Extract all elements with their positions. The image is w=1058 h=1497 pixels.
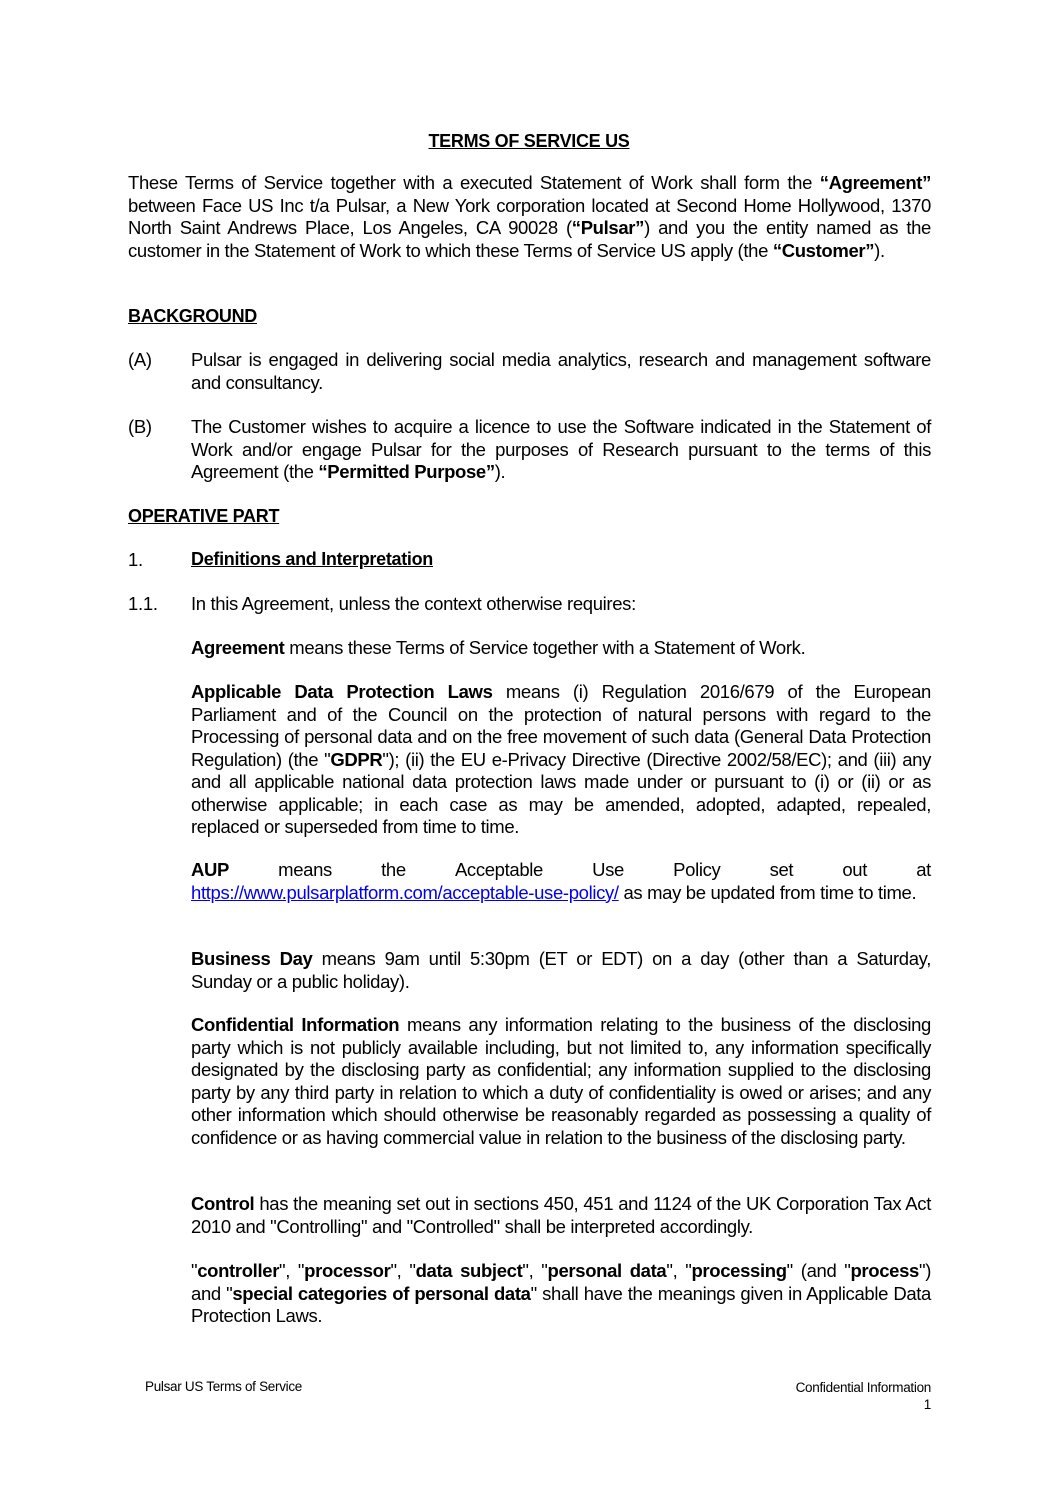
section-number: 1.	[128, 549, 143, 570]
definition-text: means any information relating to the business of the disclosing party which is not publicly available including, but not limited to, any information specifically designated by the disclosing party as confidential; any information supplied to the disclosing party by any third party in relation to which a duty of confidentiality is owed or arises; and any other information which should otherwise be reasonably regarded as possessing a quality of confidence or as having commercial value in relation to the business of the disclosing party.	[191, 1014, 931, 1148]
background-heading: BACKGROUND	[128, 306, 257, 326]
footer-document-name: Pulsar US Terms of Service	[145, 1379, 303, 1394]
recital-marker: (A)	[128, 349, 152, 370]
word: Acceptable	[454, 859, 543, 880]
intro-text: ).	[874, 239, 885, 261]
defined-term: “Agreement”	[819, 172, 931, 193]
definition-text: " shall have the meanings given in Applicable Data Protection Laws.	[191, 1282, 932, 1326]
definition-agreement	[191, 637, 931, 660]
punct: "	[191, 1260, 198, 1281]
word: Use	[592, 859, 624, 880]
definition-business-day	[191, 948, 931, 993]
aup-link[interactable]: https://www.pulsarplatform.com/acceptable-use-policy/	[191, 881, 619, 903]
operative-heading: OPERATIVE PART	[128, 506, 280, 526]
recital-marker: (B)	[128, 416, 152, 437]
recital-a: Pulsar is engaged in delivering social media analytics, research and management software and consultancy.	[191, 349, 931, 393]
defined-term: Agreement	[191, 637, 285, 658]
definition-text: "); (ii) the EU e-Privacy Directive (Directive 2002/58/EC); and (iii) any and all applicable national data protection laws made under or pursuant to (i) or (ii) or as otherwise applicable; in each case as may be amended, adopted, adapted, repealed, replaced or superseded from time to time.	[191, 748, 931, 837]
word: out	[842, 859, 868, 880]
word: set	[769, 859, 794, 880]
punct: ", "	[666, 1260, 692, 1281]
defined-term: controller	[197, 1260, 280, 1281]
aup-rest	[191, 882, 931, 905]
defined-term: GDPR	[330, 748, 383, 770]
defined-term: Applicable Data Protection Laws	[191, 681, 493, 702]
definition-gdpr-terms	[191, 1260, 931, 1328]
defined-term: personal data	[547, 1260, 667, 1281]
section-title: Definitions and Interpretation	[191, 549, 434, 569]
word: means	[278, 859, 332, 880]
definition-confidential-information	[191, 1014, 931, 1149]
recital-b	[191, 416, 931, 484]
word: Policy	[673, 859, 721, 880]
punct: ", "	[390, 1260, 416, 1281]
definition-text: means these Terms of Service together with a Statement of Work.	[284, 637, 806, 658]
defined-term: “Pulsar”	[571, 217, 645, 238]
word: at	[916, 859, 931, 880]
defined-term: Confidential Information	[191, 1014, 400, 1035]
definition-text: means (i) Regulation 2016/679 of the European Parliament and of the Council on the protection of natural persons with regard to the Processing of personal data and on the free movement of such data (General Data Protection Regulation) (the "	[191, 681, 931, 770]
page-number: 1	[923, 1397, 931, 1412]
punct: " (and "	[786, 1260, 851, 1281]
defined-term: special categories of personal data	[232, 1282, 531, 1304]
clause-number: 1.1.	[128, 593, 158, 614]
defined-term: data subject	[415, 1260, 523, 1281]
defined-term: Control	[191, 1193, 255, 1214]
definition-text: has the meaning set out in sections 450, 451 and 1124 of the UK Corporation Tax Act 2010 and "Controlling" and "Controlled" shall be interpreted accordingly.	[191, 1193, 931, 1237]
intro-text: ) and you the entity named as the customer in the Statement of Work to which these Terms of Service US apply (the	[128, 217, 931, 261]
word: the	[381, 859, 406, 880]
defined-term: process	[850, 1260, 919, 1281]
punct: ") and "	[191, 1260, 932, 1304]
clause-text: In this Agreement, unless the context otherwise requires:	[191, 593, 636, 614]
defined-term: “Customer”	[772, 239, 875, 261]
recital-text: The Customer wishes to acquire a licence to use the Software indicated in the Statement of Work and/or engage Pulsar for the purposes of Research pursuant to the terms of this Agreement (the	[191, 416, 931, 482]
definition-text: as may be updated from time to time.	[618, 881, 917, 903]
defined-term: processing	[691, 1260, 787, 1281]
intro-text: These Terms of Service together with a executed Statement of Work shall form the	[128, 172, 820, 193]
definition-control	[191, 1193, 931, 1238]
document-title: TERMS OF SERVICE US	[428, 131, 630, 151]
intro-paragraph	[128, 172, 931, 262]
definition-text: means 9am until 5:30pm (ET or EDT) on a day (other than a Saturday, Sunday or a public holiday).	[191, 948, 931, 992]
definition-data-protection-laws	[191, 681, 931, 839]
definition-aup	[191, 859, 931, 904]
intro-text: between Face US Inc t/a Pulsar, a New York corporation located at Second Home Hollywood, 1370 North Saint Andrews Place, Los Angeles, CA 90028 (	[128, 194, 931, 238]
defined-term: processor	[304, 1260, 391, 1281]
punct: ", "	[279, 1260, 305, 1281]
footer-right	[796, 1379, 931, 1413]
punct: ", "	[522, 1260, 548, 1281]
defined-term: “Permitted Purpose”	[318, 461, 495, 482]
defined-term: AUP	[191, 859, 230, 880]
footer-confidential-label: Confidential Information	[795, 1380, 931, 1395]
defined-term: Business Day	[191, 948, 313, 969]
recital-text: ).	[494, 461, 506, 482]
aup-first-line	[191, 859, 931, 882]
